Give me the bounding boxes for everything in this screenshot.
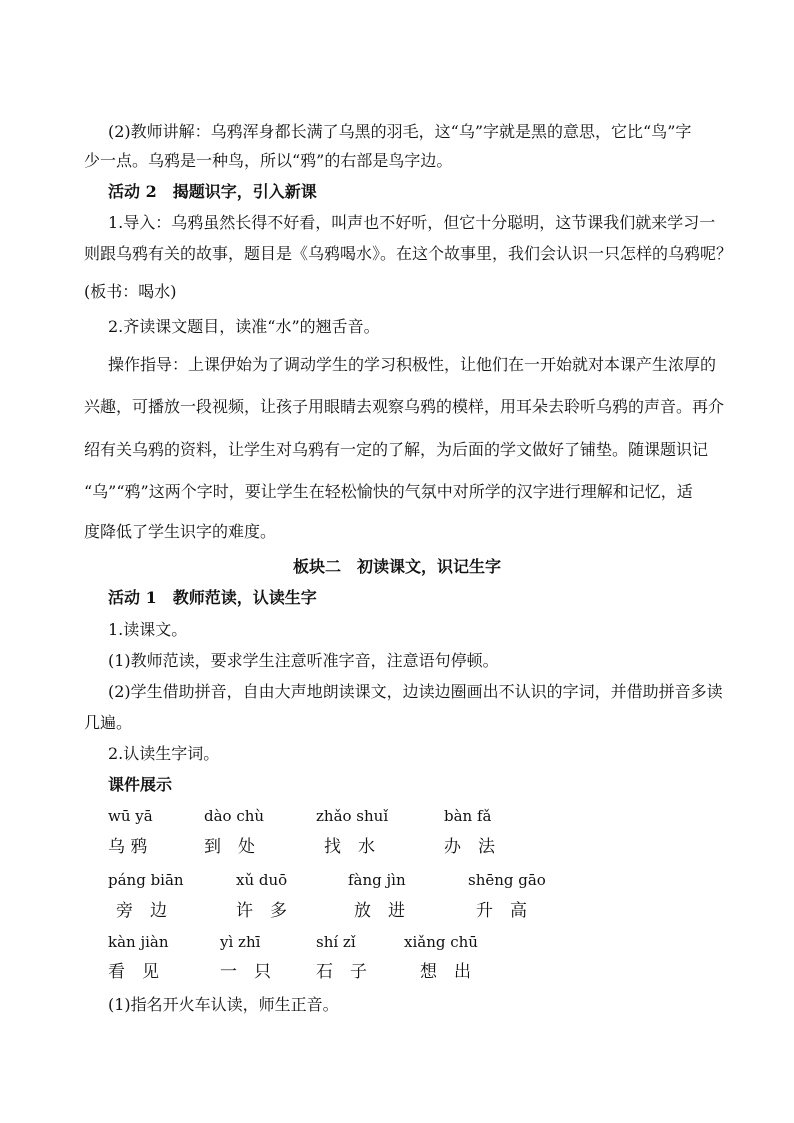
pinyin-item: fàng jìn [348,871,406,889]
section2-heading: 板块二 初读课文，识记生字 [292,557,501,576]
vocab-word: 找 水 [324,837,375,857]
vocab-word: 石 子 [316,962,367,982]
vocab-row3-pinyin [108,932,668,952]
paragraph-guidance-line4: “乌”“鸦”这两个字时，要让学生在轻松愉快的气氛中对所学的汉字进行理解和记忆，适 [84,482,693,501]
pinyin-item: wū yā [108,807,153,825]
vocab-word: 升 高 [476,901,527,921]
courseware-label: 课件展示 [108,775,173,794]
paragraph-teacher-model-read: (1)教师范读，要求学生注意听准字音，注意语句停顿。 [108,651,499,670]
vocab-word: 想 出 [420,962,471,982]
pinyin-item: yì zhī [220,933,261,951]
vocab-word: 许 多 [236,901,287,921]
pinyin-item: zhǎo shuǐ [316,807,389,825]
pinyin-item: shí zǐ [316,933,356,951]
vocab-row1-chars [108,837,668,857]
paragraph-intro-line3: (板书：喝水) [84,282,177,301]
paragraph-intro-line1: 1.导入：乌鸦虽然长得不好看，叫声也不好听，但它十分聪明，这节课我们就来学习一 [108,213,716,232]
paragraph-teacher-explain-line2: 少一点。乌鸦是一种鸟，所以“鸦”的右部是鸟字边。 [84,151,453,170]
pinyin-item: shēng gāo [468,871,546,889]
activity2-heading: 活动 2 揭题识字，引入新课 [108,182,317,201]
paragraph-read-text: 1.读课文。 [108,620,188,639]
pinyin-item: kàn jiàn [108,933,169,951]
paragraph-guidance-line5: 度降低了学生识字的难度。 [84,522,277,541]
paragraph-teacher-explain-line1: (2)教师讲解：乌鸦浑身都长满了乌黑的羽毛，这“乌”字就是黑的意思，它比“鸟”字 [108,122,692,141]
paragraph-read-title: 2.齐读课文题目，读准“水”的翘舌音。 [108,317,380,336]
vocab-row2-pinyin [108,870,668,890]
activity1-heading: 活动 1 教师范读，认读生字 [108,588,317,607]
vocab-word: 看 见 [108,962,159,982]
vocab-word: 一 只 [220,962,271,982]
paragraph-students-read-line2: 几遍。 [84,713,133,732]
paragraph-intro-line2: 则跟乌鸦有关的故事，题目是《乌鸦喝水》。在这个故事里，我们会认识一只怎样的乌鸦呢？ [84,244,733,263]
vocab-word: 放 进 [354,901,405,921]
pinyin-item: páng biān [108,871,184,889]
vocab-word: 办 法 [444,837,495,857]
pinyin-item: xǔ duō [236,871,288,889]
paragraph-students-read-line1: (2)学生借助拼音，自由大声地朗读课文，边读边圈画出不认识的字词，并借助拼音多读 [108,682,723,701]
vocab-word: 乌 鸦 [108,837,148,857]
pinyin-item: xiǎng chū [404,933,478,951]
paragraph-guidance-line2: 兴趣，可播放一段视频，让孩子用眼睛去观察乌鸦的模样，用耳朵去聆听乌鸦的声音。再介 [84,397,725,416]
pinyin-item: bàn fǎ [444,807,492,825]
vocab-row3-chars [108,962,668,982]
paragraph-guidance-line1: 操作指导：上课伊始为了调动学生的学习积极性，让他们在一开始就对本课产生浓厚的 [108,355,717,374]
paragraph-recognize-words: 2.认读生字词。 [108,744,220,763]
vocab-word: 到 处 [204,837,255,857]
paragraph-guidance-line3: 绍有关乌鸦的资料，让学生对乌鸦有一定的了解，为后面的学文做好了铺垫。随课题识记 [84,440,709,459]
vocab-row2-chars [108,901,668,921]
vocab-row1-pinyin [108,806,668,826]
pinyin-item: dào chù [204,807,265,825]
vocab-word: 旁 边 [116,901,167,921]
paragraph-train-read: (1)指名开火车认读，师生正音。 [108,995,339,1014]
